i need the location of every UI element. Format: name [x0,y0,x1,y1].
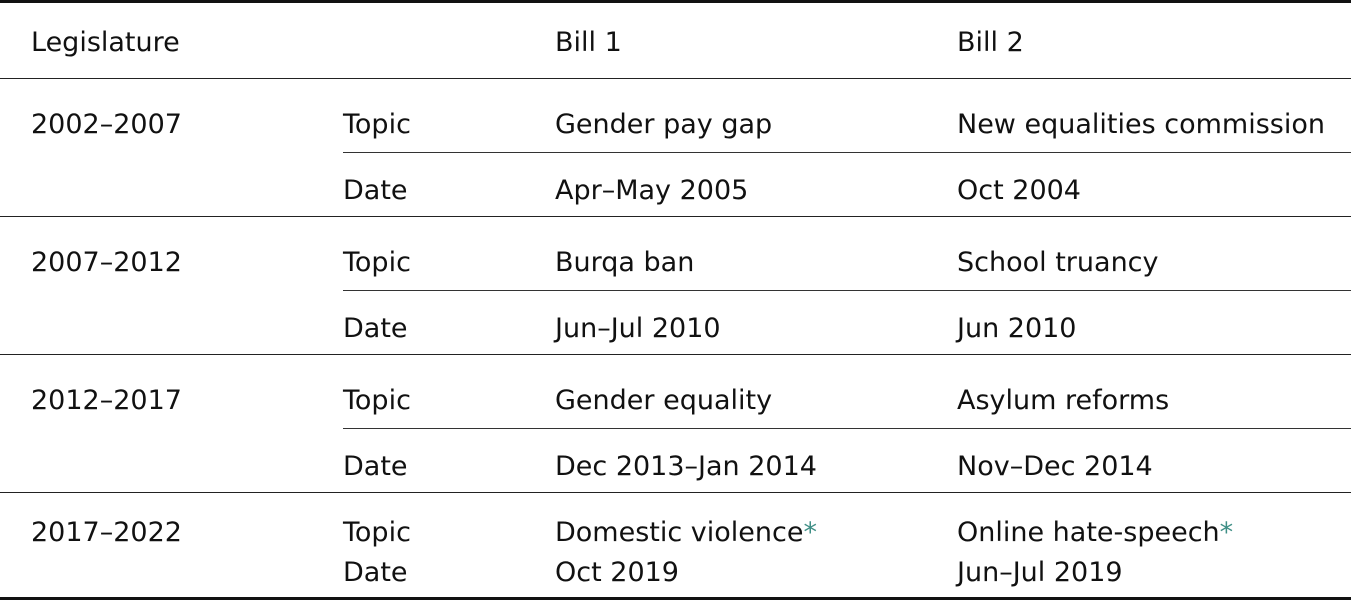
bill-1-topic: Burqa ban [555,247,695,278]
topic-label: Topic [343,109,411,140]
bill-1-topic: Gender equality [555,385,773,416]
bill-2-topic: Online hate-speech [957,517,1220,548]
bill-1-topic: Gender pay gap [555,109,773,140]
legislature-period: 2012–2017 [31,385,182,416]
legislature-period: 2007–2012 [31,247,182,278]
legislature-spacer [0,429,343,493]
bill-2-topic: Asylum reforms [957,385,1170,416]
table-row [0,291,1351,355]
table-header-row [0,2,1351,79]
topic-label: Topic [343,385,411,416]
footnote-marker: * [803,517,817,548]
date-label: Date [343,291,555,355]
bill-1-date: Apr–May 2005 [555,153,957,217]
bill-2-date: Jun 2010 [957,291,1351,355]
header-legislature: Legislature [31,27,180,58]
date-label: Date [343,153,555,217]
table-row [0,153,1351,217]
bill-2-topic: School truancy [957,247,1159,278]
date-label: Date [343,429,555,493]
bill-2-topic: New equalities commission [957,109,1325,140]
legislature-spacer [0,551,343,599]
legislature-period: 2002–2007 [31,109,182,140]
table-row [0,217,1351,291]
header-bill-1: Bill 1 [555,27,622,58]
table-row [0,355,1351,429]
table-row [0,79,1351,153]
table-row [0,429,1351,493]
bill-2-date: Jun–Jul 2019 [957,556,1123,588]
bill-2-topic-cell [957,493,1351,551]
header-bill-2: Bill 2 [957,27,1024,58]
topic-label: Topic [343,247,411,278]
date-label: Date [343,556,408,588]
bill-1-date: Dec 2013–Jan 2014 [555,429,957,493]
bill-1-date: Oct 2019 [555,556,679,588]
bill-2-date: Oct 2004 [957,153,1351,217]
footnote-marker: * [1219,517,1234,548]
table-row [0,493,1351,551]
bill-1-topic: Domestic violence [555,517,804,548]
header-attribute [343,2,555,79]
bill-2-date: Nov–Dec 2014 [957,429,1351,493]
table-row [0,551,1351,599]
legislature-spacer [0,153,343,217]
legislature-period: 2017–2022 [31,517,182,548]
legislature-spacer [0,291,343,355]
topic-label: Topic [343,517,411,548]
bill-1-topic-cell [555,493,957,551]
bill-1-date: Jun–Jul 2010 [555,291,957,355]
